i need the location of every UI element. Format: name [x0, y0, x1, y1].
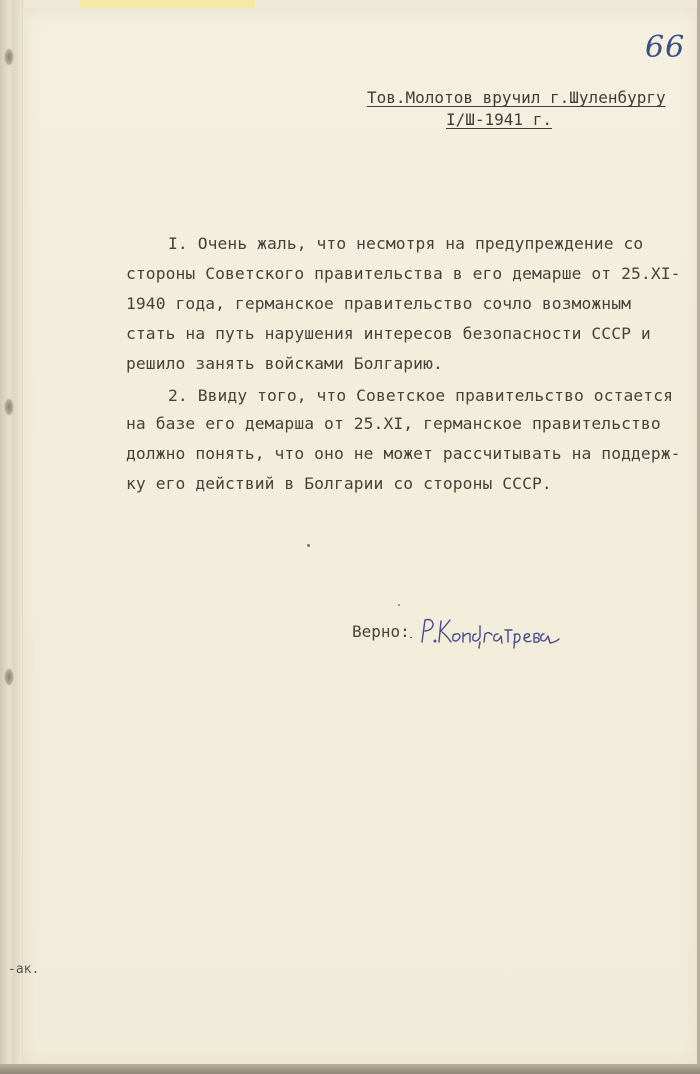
binding-edge	[0, 0, 23, 1074]
delivery-note-date: I/Ш-1941 г.	[446, 110, 552, 129]
verified-label: Верно:	[352, 622, 410, 641]
body-line: 2. Ввиду того, что Советское правительство остается	[168, 386, 674, 405]
body-line: должно понять, что оно не может рассчитывать на поддерж-	[126, 444, 681, 463]
delivery-note-line-1: Тов.Молотов вручил г.Шуленбургу	[367, 88, 666, 107]
body-line: решило занять войсками Болгарию.	[126, 354, 443, 373]
binding-hole	[4, 48, 14, 66]
binding-hole	[4, 398, 14, 416]
body-line: 1940 года, германское правительство сочло возможным	[126, 294, 632, 313]
body-line: стать на путь нарушения интересов безопасности СССР и	[126, 324, 651, 343]
body-line: на базе его демарша от 25.XI, германское правительство	[126, 414, 661, 433]
document-sheet	[22, 8, 699, 1066]
handwritten-signature	[416, 612, 561, 652]
folder-bottom-edge	[0, 1064, 700, 1074]
binding-hole	[4, 668, 14, 686]
body-line: ку его действий в Болгарии со стороны СССР.	[126, 474, 552, 493]
paper-speck	[307, 544, 310, 547]
folder-tab	[80, 0, 255, 8]
body-line: стороны Советского правительства в его демарше от 25.XI-	[126, 264, 681, 283]
paper-speck	[398, 604, 400, 606]
body-line: I. Очень жаль, что несмотря на предупреждение со	[168, 234, 644, 253]
archive-page-number: 66	[645, 30, 686, 65]
typist-mark: -ак.	[8, 962, 40, 977]
